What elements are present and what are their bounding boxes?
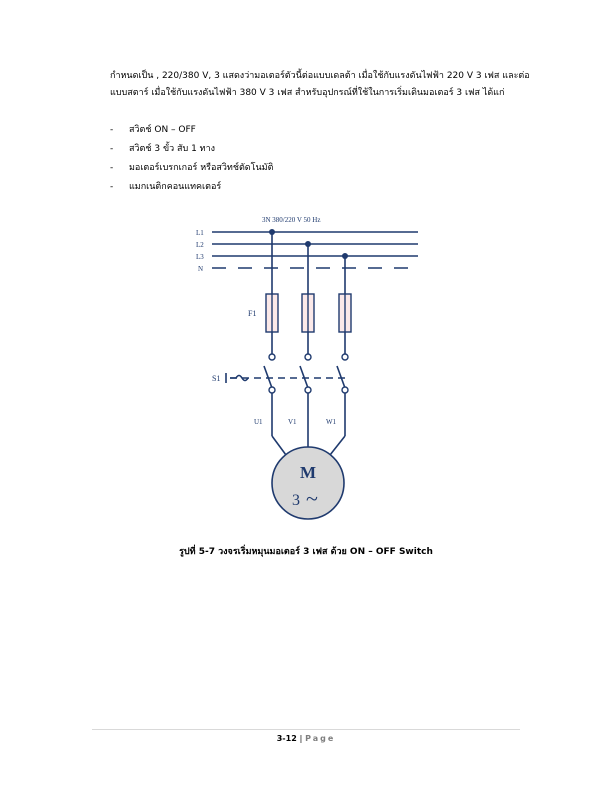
footer-divider	[92, 729, 520, 730]
list-item-text: มอเตอร์เบรกเกอร์ หรือสวิทช์ตัดโนมัติ	[129, 163, 274, 173]
terminal-top-1	[269, 354, 275, 360]
motor-circuit-diagram	[190, 210, 430, 530]
terminal-bottom-1	[269, 387, 275, 393]
page-footer	[0, 734, 612, 743]
page-number: 3-12	[276, 734, 297, 743]
bullet-dash: -	[110, 182, 114, 192]
list-item-text: แมกเนติกคอนแทคเตอร์	[129, 182, 222, 192]
terminal-label-w1: W1	[326, 418, 337, 426]
line-label-l3: L3	[196, 253, 204, 261]
junction-dot-l2	[305, 241, 311, 247]
page-word: Page	[305, 734, 336, 743]
fuse-label: F1	[248, 309, 257, 318]
figure-caption: รูปที่ 5-7 วงจรเริ่มหมุนมอเตอร์ 3 เฟส ด้วย ON – OFF Switch	[179, 547, 433, 557]
terminal-bottom-3	[342, 387, 348, 393]
bullet-dash: -	[110, 144, 114, 154]
list-item-text: สวิตช์ ON – OFF	[129, 125, 196, 135]
line-label-n: N	[198, 265, 204, 273]
bullet-dash: -	[110, 163, 114, 173]
line-label-l2: L2	[196, 241, 204, 249]
line-label-l1: L1	[196, 229, 204, 237]
ac-symbol: ~	[306, 486, 318, 511]
terminal-top-2	[305, 354, 311, 360]
switch-blade-1	[264, 366, 272, 388]
switch-blade-3	[337, 366, 345, 388]
terminal-label-v1: V1	[288, 418, 297, 426]
junction-dot-l1	[269, 229, 275, 235]
terminal-bottom-2	[305, 387, 311, 393]
list-item	[110, 121, 510, 140]
switch-label: S1	[212, 374, 221, 383]
bullet-dash: -	[110, 125, 114, 135]
equipment-list	[110, 121, 510, 197]
list-item-text: สวิตช์ 3 ขั้ว สับ 1 ทาง	[129, 144, 216, 154]
junction-dot-l3	[342, 253, 348, 259]
footer-separator: |	[299, 734, 303, 743]
switch-blade-2	[300, 366, 308, 388]
terminal-label-u1: U1	[254, 418, 263, 426]
motor-label: M	[300, 463, 317, 482]
motor-phase-label: 3	[292, 492, 300, 509]
body-paragraph: กำหนดเป็น , 220/380 V, 3 แสดงว่ามอเตอร์ตัวนี้ต่อแบบเดลต้า เมื่อใช้กับแรงดันไฟฟ้า 220 V 3 เฟส และต่อแบบสตาร์ เมื่อใช้กับแรงดันไฟฟ้า 380 V 3 เฟส สำหรับอุปกรณ์ที่ใช้ในการเริ่มเดินมอเตอร์ 3 เฟส ได้แก่	[110, 71, 530, 98]
supply-label: 3N 380/220 V 50 Hz	[262, 216, 321, 224]
list-item	[110, 178, 510, 197]
terminal-top-3	[342, 354, 348, 360]
list-item	[110, 140, 510, 159]
list-item	[110, 159, 510, 178]
